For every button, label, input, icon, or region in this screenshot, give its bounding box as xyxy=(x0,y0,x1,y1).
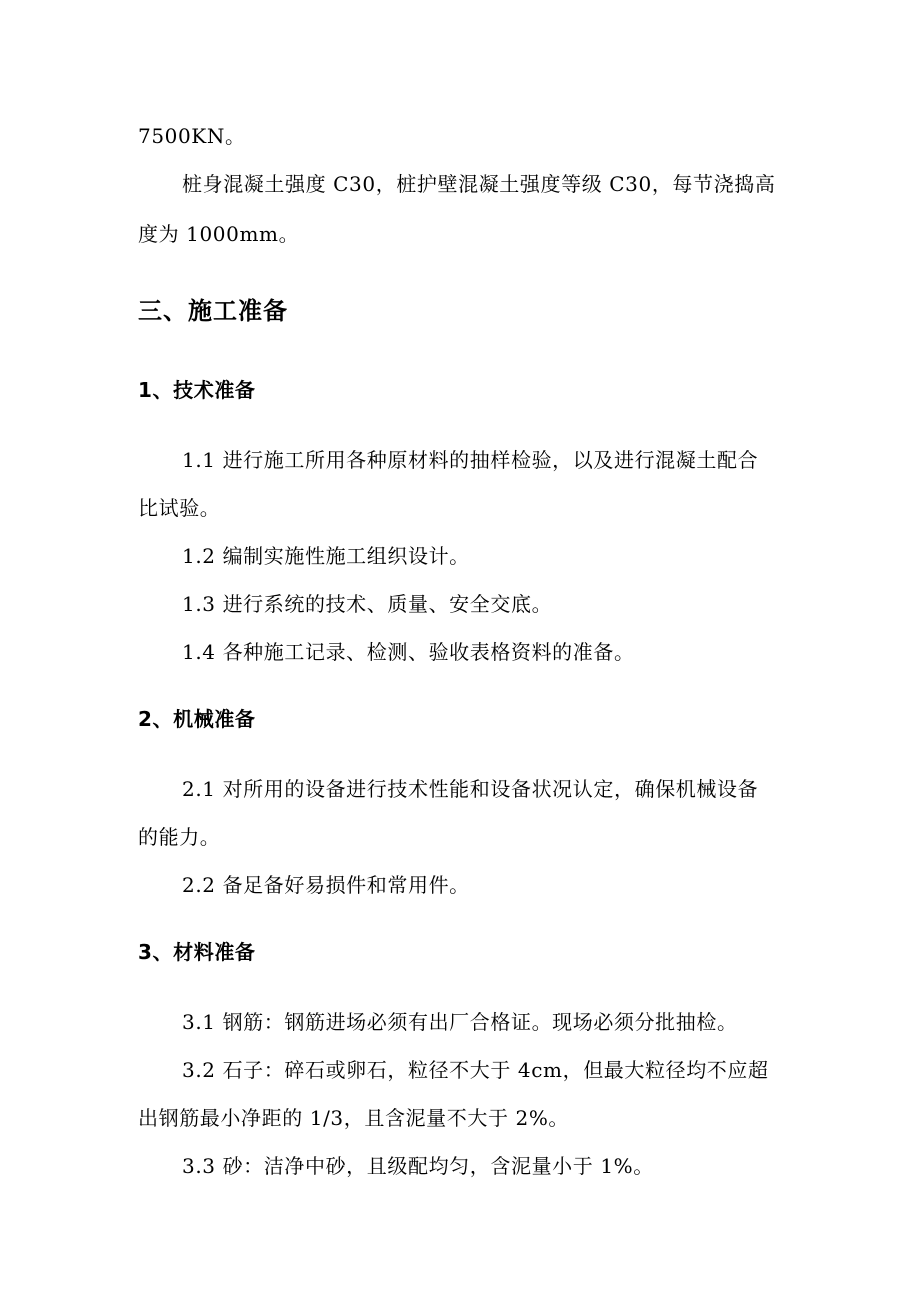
subsection-heading-material: 3、材料准备 xyxy=(138,940,256,964)
paragraph-line: 1.1 进行施工所用各种原材料的抽样检验，以及进行混凝土配合 xyxy=(182,448,759,472)
paragraph-line: 2.1 对所用的设备进行技术性能和设备状况认定，确保机械设备 xyxy=(182,777,759,801)
subsection-heading-machine: 2、机械准备 xyxy=(138,707,256,731)
section-heading: 三、施工准备 xyxy=(138,297,288,325)
paragraph-line: 3.2 石子：碎石或卵石，粒径不大于 4cm，但最大粒径均不应超 xyxy=(182,1058,769,1082)
paragraph-line: 比试验。 xyxy=(138,496,221,520)
paragraph-line: 的能力。 xyxy=(138,825,221,849)
paragraph-line: 3.3 砂：洁净中砂，且级配均匀，含泥量小于 1%。 xyxy=(182,1154,654,1178)
paragraph-line: 7500KN。 xyxy=(138,124,246,148)
paragraph-line: 度为 1000mm。 xyxy=(138,222,300,246)
paragraph-line: 2.2 备足备好易损件和常用件。 xyxy=(182,873,470,897)
paragraph-line: 1.2 编制实施性施工组织设计。 xyxy=(182,544,470,568)
paragraph-line: 1.4 各种施工记录、检测、验收表格资料的准备。 xyxy=(182,640,635,664)
paragraph-line: 1.3 进行系统的技术、质量、安全交底。 xyxy=(182,592,553,616)
subsection-heading-tech: 1、技术准备 xyxy=(138,378,256,402)
paragraph-line: 3.1 钢筋：钢筋进场必须有出厂合格证。现场必须分批抽检。 xyxy=(182,1010,738,1034)
paragraph-line: 出钢筋最小净距的 1/3，且含泥量不大于 2%。 xyxy=(138,1106,570,1130)
paragraph-line: 桩身混凝土强度 C30，桩护壁混凝土强度等级 C30，每节浇捣高 xyxy=(182,172,776,196)
